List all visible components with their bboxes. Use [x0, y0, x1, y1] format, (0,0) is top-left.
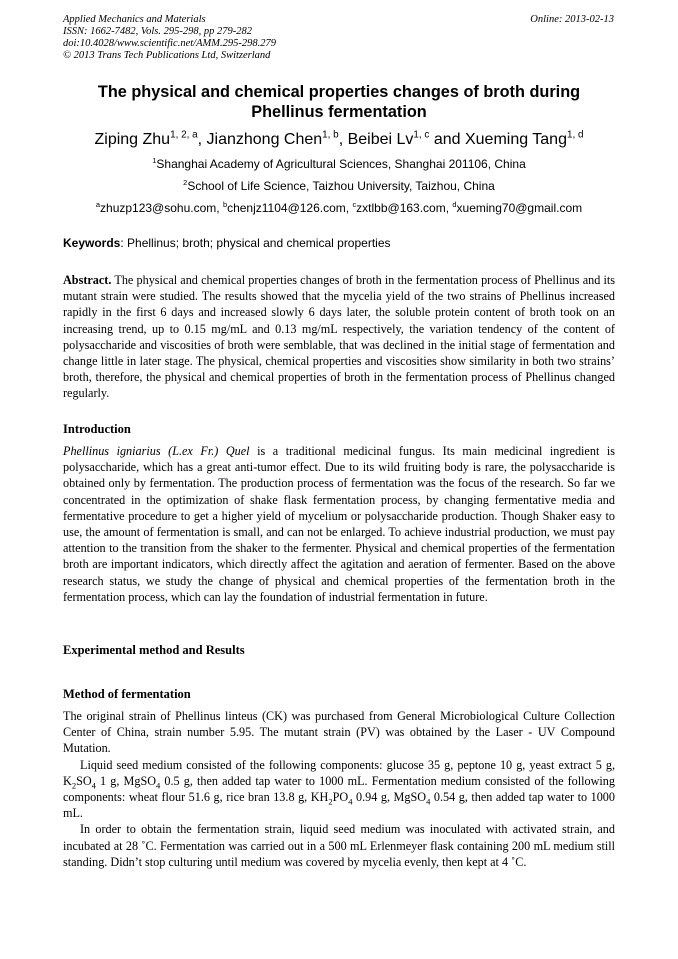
- medium-text: SO: [76, 773, 92, 788]
- abstract-text: The physical and chemical properties changes of broth in the fermentation process of Phellinus and its mutant strain were studied. The results showed that the mycelia yield of the two strains of Phellinus increased rapidly in the first 6 days and increased slowly 6 days later, the soluble protein content of broth took on an increasing trend, up to 0.15 mg/mL and 0.13 mg/mL respectively, the variation tendency of the content of polysaccharide and viscosities of broth were semblable, that was declined in the initial stage of fermentation and change little in later stage. The physical, chemical properties and viscosities show similarity in both two strains’ broth, therefore, the physical and chemical properties of broth in the fermentation process of Phellinus changed regularly.: [63, 273, 615, 401]
- email-text: chenjz1104@126.com,: [227, 201, 353, 215]
- affiliation-text: Shanghai Academy of Agricultural Sciences, Shanghai 201106, China: [156, 157, 526, 171]
- subscript: 4: [348, 796, 353, 807]
- author-name: Beibei Lv: [347, 131, 414, 148]
- method-paragraph-2: [63, 757, 615, 822]
- medium-text: 0.5 g, then added tap water to 1000 mL. Fermentation medium consisted of the following components: wheat flour 51.6 g, rice bran 13.8 g, KH: [63, 773, 615, 805]
- introduction-paragraph: [63, 443, 615, 605]
- subscript: 2: [71, 780, 77, 791]
- medium-text: 1 g, MgSO: [95, 773, 157, 788]
- subscript: 4: [426, 796, 431, 807]
- affiliation-superscript: 2: [183, 178, 188, 187]
- author-superscript: 1, c: [413, 129, 430, 141]
- email-text: zxtlbb@163.com,: [356, 201, 453, 215]
- email-superscript: d: [452, 200, 457, 209]
- abstract-paragraph: [63, 272, 615, 402]
- email-line: [63, 201, 615, 215]
- subscript: 4: [91, 780, 96, 791]
- method-heading: Method of fermentation: [63, 687, 191, 701]
- method-section: [63, 708, 615, 870]
- introduction-text: is a traditional medicinal fungus. Its main medicinal ingredient is polysaccharide, which has a great anti-tumor effect. Due to its wild fruiting body is rare, the polysaccharide is obtained only by fermentation. The production process of fermentation was the focus of the research. So far we concentrated in the optimization of shake flask fermentation process, by changing fermentative media and fermentative procedure to get a higher yield of mycelium or polysaccharide production. Though Shaker easy to use, the amount of fermentation is small, and can not be enlarged. To achieve industrial production, we must pay attention to the transition from the shaker to the fermenter. Physical and chemical properties of the fermentation broth are important indicators, which directly affect the agitation and aeration of fermenter. Based on the above research status, we study the change of physical and chemical properties of the fermentation broth in the fermentation process, which can lay the foundation of industrial fermentation in future.: [63, 444, 615, 604]
- doi-line: doi:10.4028/www.scientific.net/AMM.295-298.279: [63, 38, 276, 49]
- online-date: Online: 2013-02-13: [530, 14, 614, 25]
- introduction-heading: Introduction: [63, 422, 131, 436]
- experimental-heading: Experimental method and Results: [63, 643, 245, 657]
- email-text: xueming70@gmail.com: [456, 201, 583, 215]
- author-separator: ,: [197, 131, 207, 148]
- subscript: 4: [156, 780, 161, 791]
- affiliation-1: [63, 157, 615, 171]
- keywords-label: Keywords: [63, 236, 121, 250]
- author-line: [63, 130, 615, 150]
- medium-text: Liquid seed medium consisted of the following components: glucose 35 g, peptone 10 g, yeast extract 5 g, K: [63, 757, 615, 788]
- author-separator: ,: [338, 131, 348, 148]
- journal-header: [63, 14, 276, 62]
- species-name: Phellinus igniarius (L.ex Fr.) Quel: [63, 444, 250, 458]
- author-separator: and: [429, 131, 465, 148]
- affiliation-2: [63, 179, 615, 193]
- abstract-label: Abstract.: [63, 273, 112, 287]
- author-name: Jianzhong Chen: [206, 131, 323, 148]
- keywords-line: [63, 236, 615, 250]
- author-name: Xueming Tang: [464, 131, 567, 148]
- email-superscript: b: [222, 200, 228, 209]
- email-superscript: c: [352, 200, 357, 209]
- issn-line: ISSN: 1662-7482, Vols. 295-298, pp 279-282: [63, 26, 252, 37]
- email-text: zhuzp123@sohu.com,: [100, 201, 223, 215]
- author-name: Ziping Zhu: [94, 131, 171, 148]
- copyright-line: © 2013 Trans Tech Publications Ltd, Switzerland: [63, 50, 271, 61]
- author-superscript: 1, d: [566, 129, 584, 141]
- paper-title: The physical and chemical properties changes of broth during Phellinus fermentation: [97, 83, 581, 121]
- author-superscript: 1, 2, a: [170, 129, 198, 141]
- medium-text: 0.94 g, MgSO: [352, 790, 427, 805]
- medium-text: PO: [332, 790, 349, 805]
- medium-text: 0.54 g, then added tap water to 1000 mL.: [63, 790, 615, 821]
- author-superscript: 1, b: [322, 129, 339, 141]
- email-superscript: a: [95, 200, 101, 209]
- keywords-text: : Phellinus; broth; physical and chemical properties: [120, 236, 391, 250]
- subscript: 2: [328, 796, 333, 807]
- method-paragraph-3: In order to obtain the fermentation strain, liquid seed medium was inoculated with activated strain, and incubated at 28 ˚C. Fermentation was carried out in a 500 mL Erlenmeyer flask containing 200 mL medium still standing. Didn’t stop culturing until medium was covered by mycelia evenly, then kept at 4 ˚C.: [63, 822, 615, 869]
- journal-name: Applied Mechanics and Materials: [63, 14, 206, 25]
- method-paragraph-1: The original strain of Phellinus linteus (CK) was purchased from General Microbiological Culture Collection Center of China, strain number 5.95. The mutant strain (PV) was obtained by the Laser - UV Compound Mutation.: [63, 709, 615, 756]
- affiliation-text: School of Life Science, Taizhou University, Taizhou, China: [187, 179, 495, 193]
- affiliation-superscript: 1: [152, 156, 157, 165]
